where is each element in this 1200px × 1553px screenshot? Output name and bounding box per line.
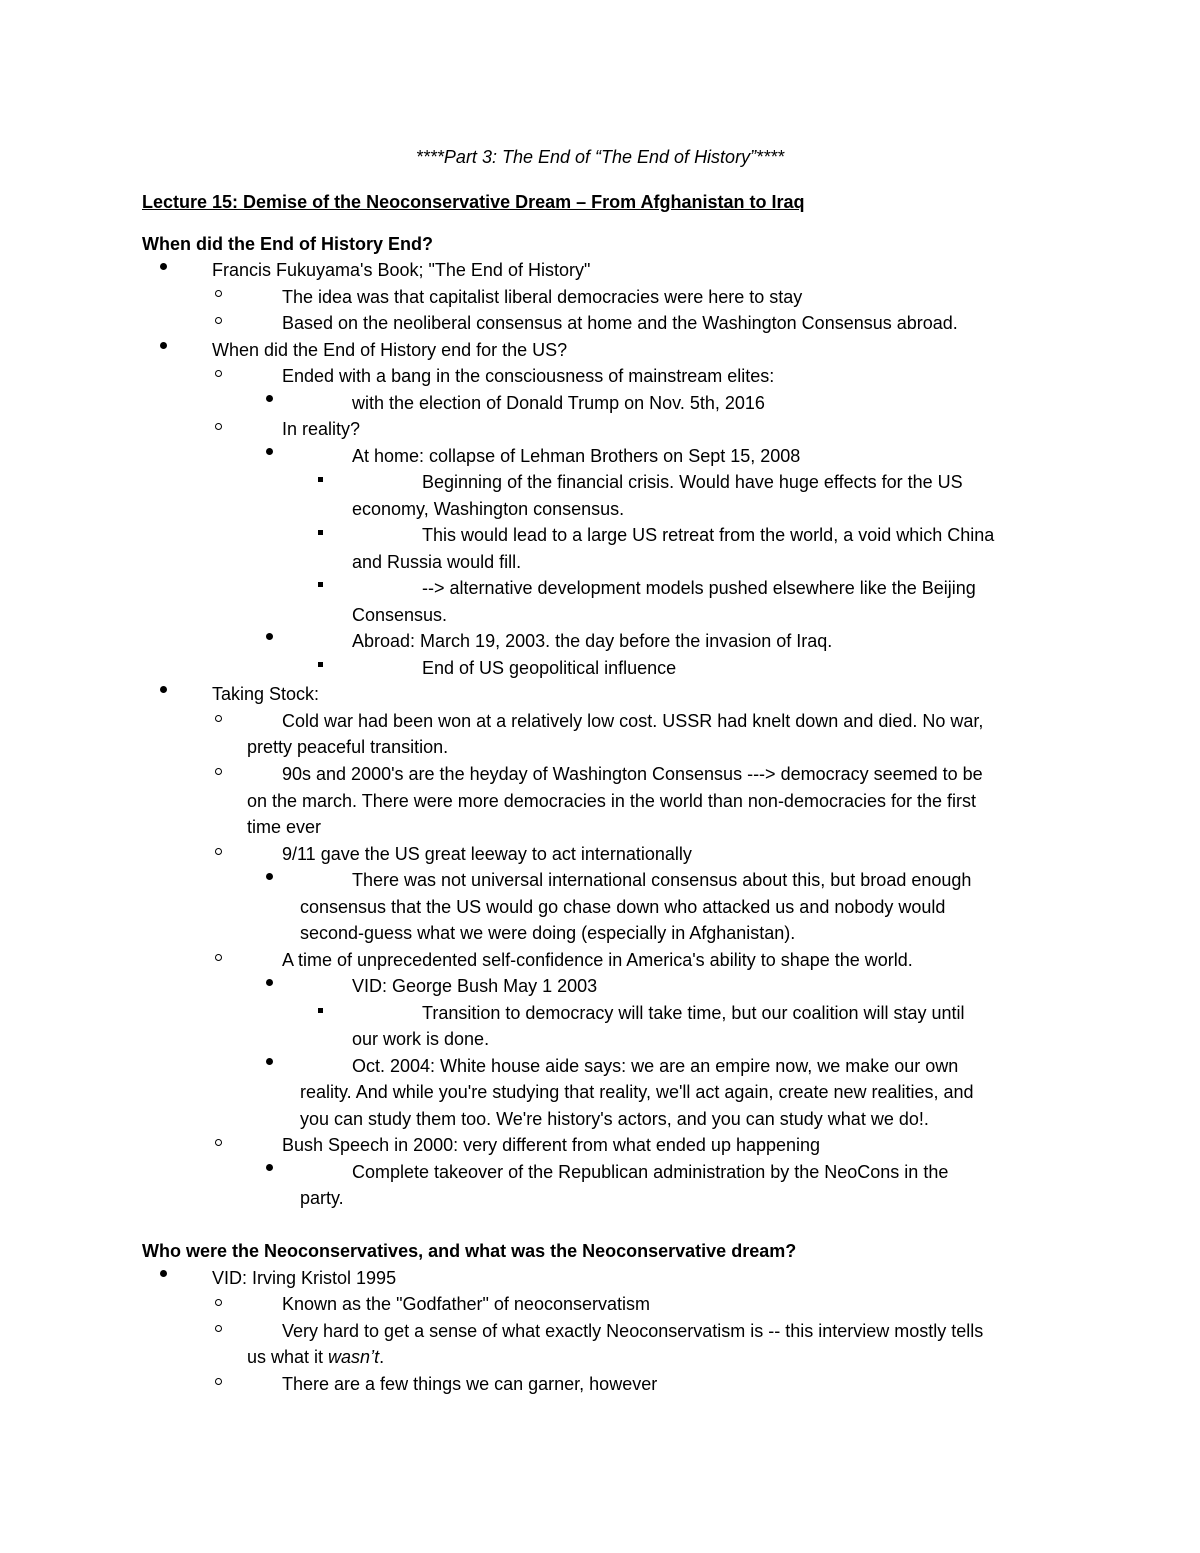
bullet-icon	[266, 1058, 273, 1065]
list-item: Beginning of the financial crisis. Would have huge effects for the US	[422, 472, 963, 492]
circle-bullet-icon	[215, 848, 222, 855]
bullet-icon	[266, 873, 273, 880]
bullet-icon	[160, 1270, 167, 1277]
list-item-continuation: you can study them too. We're history's actors, and you can study what we do!.	[300, 1109, 929, 1129]
list-item-continuation	[247, 1345, 384, 1369]
square-bullet-icon	[318, 477, 323, 482]
list-item-continuation: our work is done.	[352, 1029, 490, 1049]
bullet-icon	[266, 979, 273, 986]
circle-bullet-icon	[215, 1139, 222, 1146]
list-item-continuation: party.	[300, 1188, 344, 1208]
bullet-icon	[266, 633, 273, 640]
list-item: Known as the "Godfather" of neoconservatism	[282, 1294, 650, 1314]
list-item-continuation: and Russia would fill.	[352, 552, 522, 572]
list-item-continuation: reality. And while you're studying that reality, we'll act again, create new realities, and	[300, 1082, 974, 1102]
list-item: Abroad: March 19, 2003. the day before the invasion of Iraq.	[352, 631, 833, 651]
circle-bullet-icon	[215, 370, 222, 377]
list-item: When did the End of History end for the US?	[212, 340, 568, 360]
list-item: Bush Speech in 2000: very different from what ended up happening	[282, 1135, 821, 1155]
section-heading-end-of-history: When did the End of History End?	[142, 234, 433, 254]
list-item: Based on the neoliberal consensus at home and the Washington Consensus abroad.	[282, 313, 958, 333]
list-item: --> alternative development models pushed elsewhere like the Beijing	[422, 578, 976, 598]
list-item: There was not universal international consensus about this, but broad enough	[352, 870, 972, 890]
list-item: Transition to democracy will take time, but our coalition will stay until	[422, 1003, 965, 1023]
bullet-icon	[160, 686, 167, 693]
text-segment: .	[379, 1347, 385, 1367]
bullet-icon	[266, 448, 273, 455]
list-item-continuation: time ever	[247, 817, 322, 837]
list-item: VID: Irving Kristol 1995	[212, 1268, 397, 1288]
list-item-continuation: second-guess what we were doing (especially in Afghanistan).	[300, 923, 796, 943]
list-item: At home: collapse of Lehman Brothers on Sept 15, 2008	[352, 446, 801, 466]
lecture-title: Lecture 15: Demise of the Neoconservative Dream – From Afghanistan to Iraq	[142, 192, 805, 212]
part-title: ****Part 3: The End of “The End of History”****	[415, 147, 785, 167]
text-segment: us what it	[247, 1347, 329, 1367]
emphasis-text: wasn’t	[328, 1347, 380, 1367]
list-item: Complete takeover of the Republican administration by the NeoCons in the	[352, 1162, 949, 1182]
circle-bullet-icon	[215, 317, 222, 324]
list-item: Ended with a bang in the consciousness of mainstream elites:	[282, 366, 775, 386]
list-item: 90s and 2000's are the heyday of Washington Consensus ---> democracy seemed to be	[282, 764, 983, 784]
list-item: A time of unprecedented self-confidence in America's ability to shape the world.	[282, 950, 913, 970]
list-item-continuation: economy, Washington consensus.	[352, 499, 625, 519]
square-bullet-icon	[318, 1008, 323, 1013]
list-item: Cold war had been won at a relatively low cost. USSR had knelt down and died. No war,	[282, 711, 984, 731]
circle-bullet-icon	[215, 1378, 222, 1385]
circle-bullet-icon	[215, 768, 222, 775]
bullet-icon	[266, 395, 273, 402]
list-item-continuation: pretty peaceful transition.	[247, 737, 449, 757]
square-bullet-icon	[318, 662, 323, 667]
list-item: End of US geopolitical influence	[422, 658, 677, 678]
list-item: Taking Stock:	[212, 684, 320, 704]
square-bullet-icon	[318, 530, 323, 535]
list-item: There are a few things we can garner, however	[282, 1374, 658, 1394]
list-item: Oct. 2004: White house aide says: we are an empire now, we make our own	[352, 1056, 959, 1076]
circle-bullet-icon	[215, 423, 222, 430]
list-item: VID: George Bush May 1 2003	[352, 976, 598, 996]
circle-bullet-icon	[215, 290, 222, 297]
list-item: The idea was that capitalist liberal democracies were here to stay	[282, 287, 803, 307]
circle-bullet-icon	[215, 954, 222, 961]
circle-bullet-icon	[215, 715, 222, 722]
section-heading-neoconservatives: Who were the Neoconservatives, and what was the Neoconservative dream?	[142, 1241, 797, 1261]
list-item: with the election of Donald Trump on Nov. 5th, 2016	[352, 393, 765, 413]
list-item: 9/11 gave the US great leeway to act internationally	[282, 844, 692, 864]
list-item: Francis Fukuyama's Book; "The End of History"	[212, 260, 591, 280]
circle-bullet-icon	[215, 1325, 222, 1332]
bullet-icon	[160, 342, 167, 349]
list-item-continuation: Consensus.	[352, 605, 448, 625]
square-bullet-icon	[318, 582, 323, 587]
list-item: In reality?	[282, 419, 361, 439]
list-item: This would lead to a large US retreat from the world, a void which China	[422, 525, 995, 545]
bullet-icon	[160, 263, 167, 270]
circle-bullet-icon	[215, 1299, 222, 1306]
list-item-continuation: on the march. There were more democracies in the world than non-democracies for the first	[247, 791, 976, 811]
list-item: Very hard to get a sense of what exactly Neoconservatism is -- this interview mostly tells	[282, 1321, 984, 1341]
bullet-icon	[266, 1164, 273, 1171]
list-item-continuation: consensus that the US would go chase down who attacked us and nobody would	[300, 897, 946, 917]
